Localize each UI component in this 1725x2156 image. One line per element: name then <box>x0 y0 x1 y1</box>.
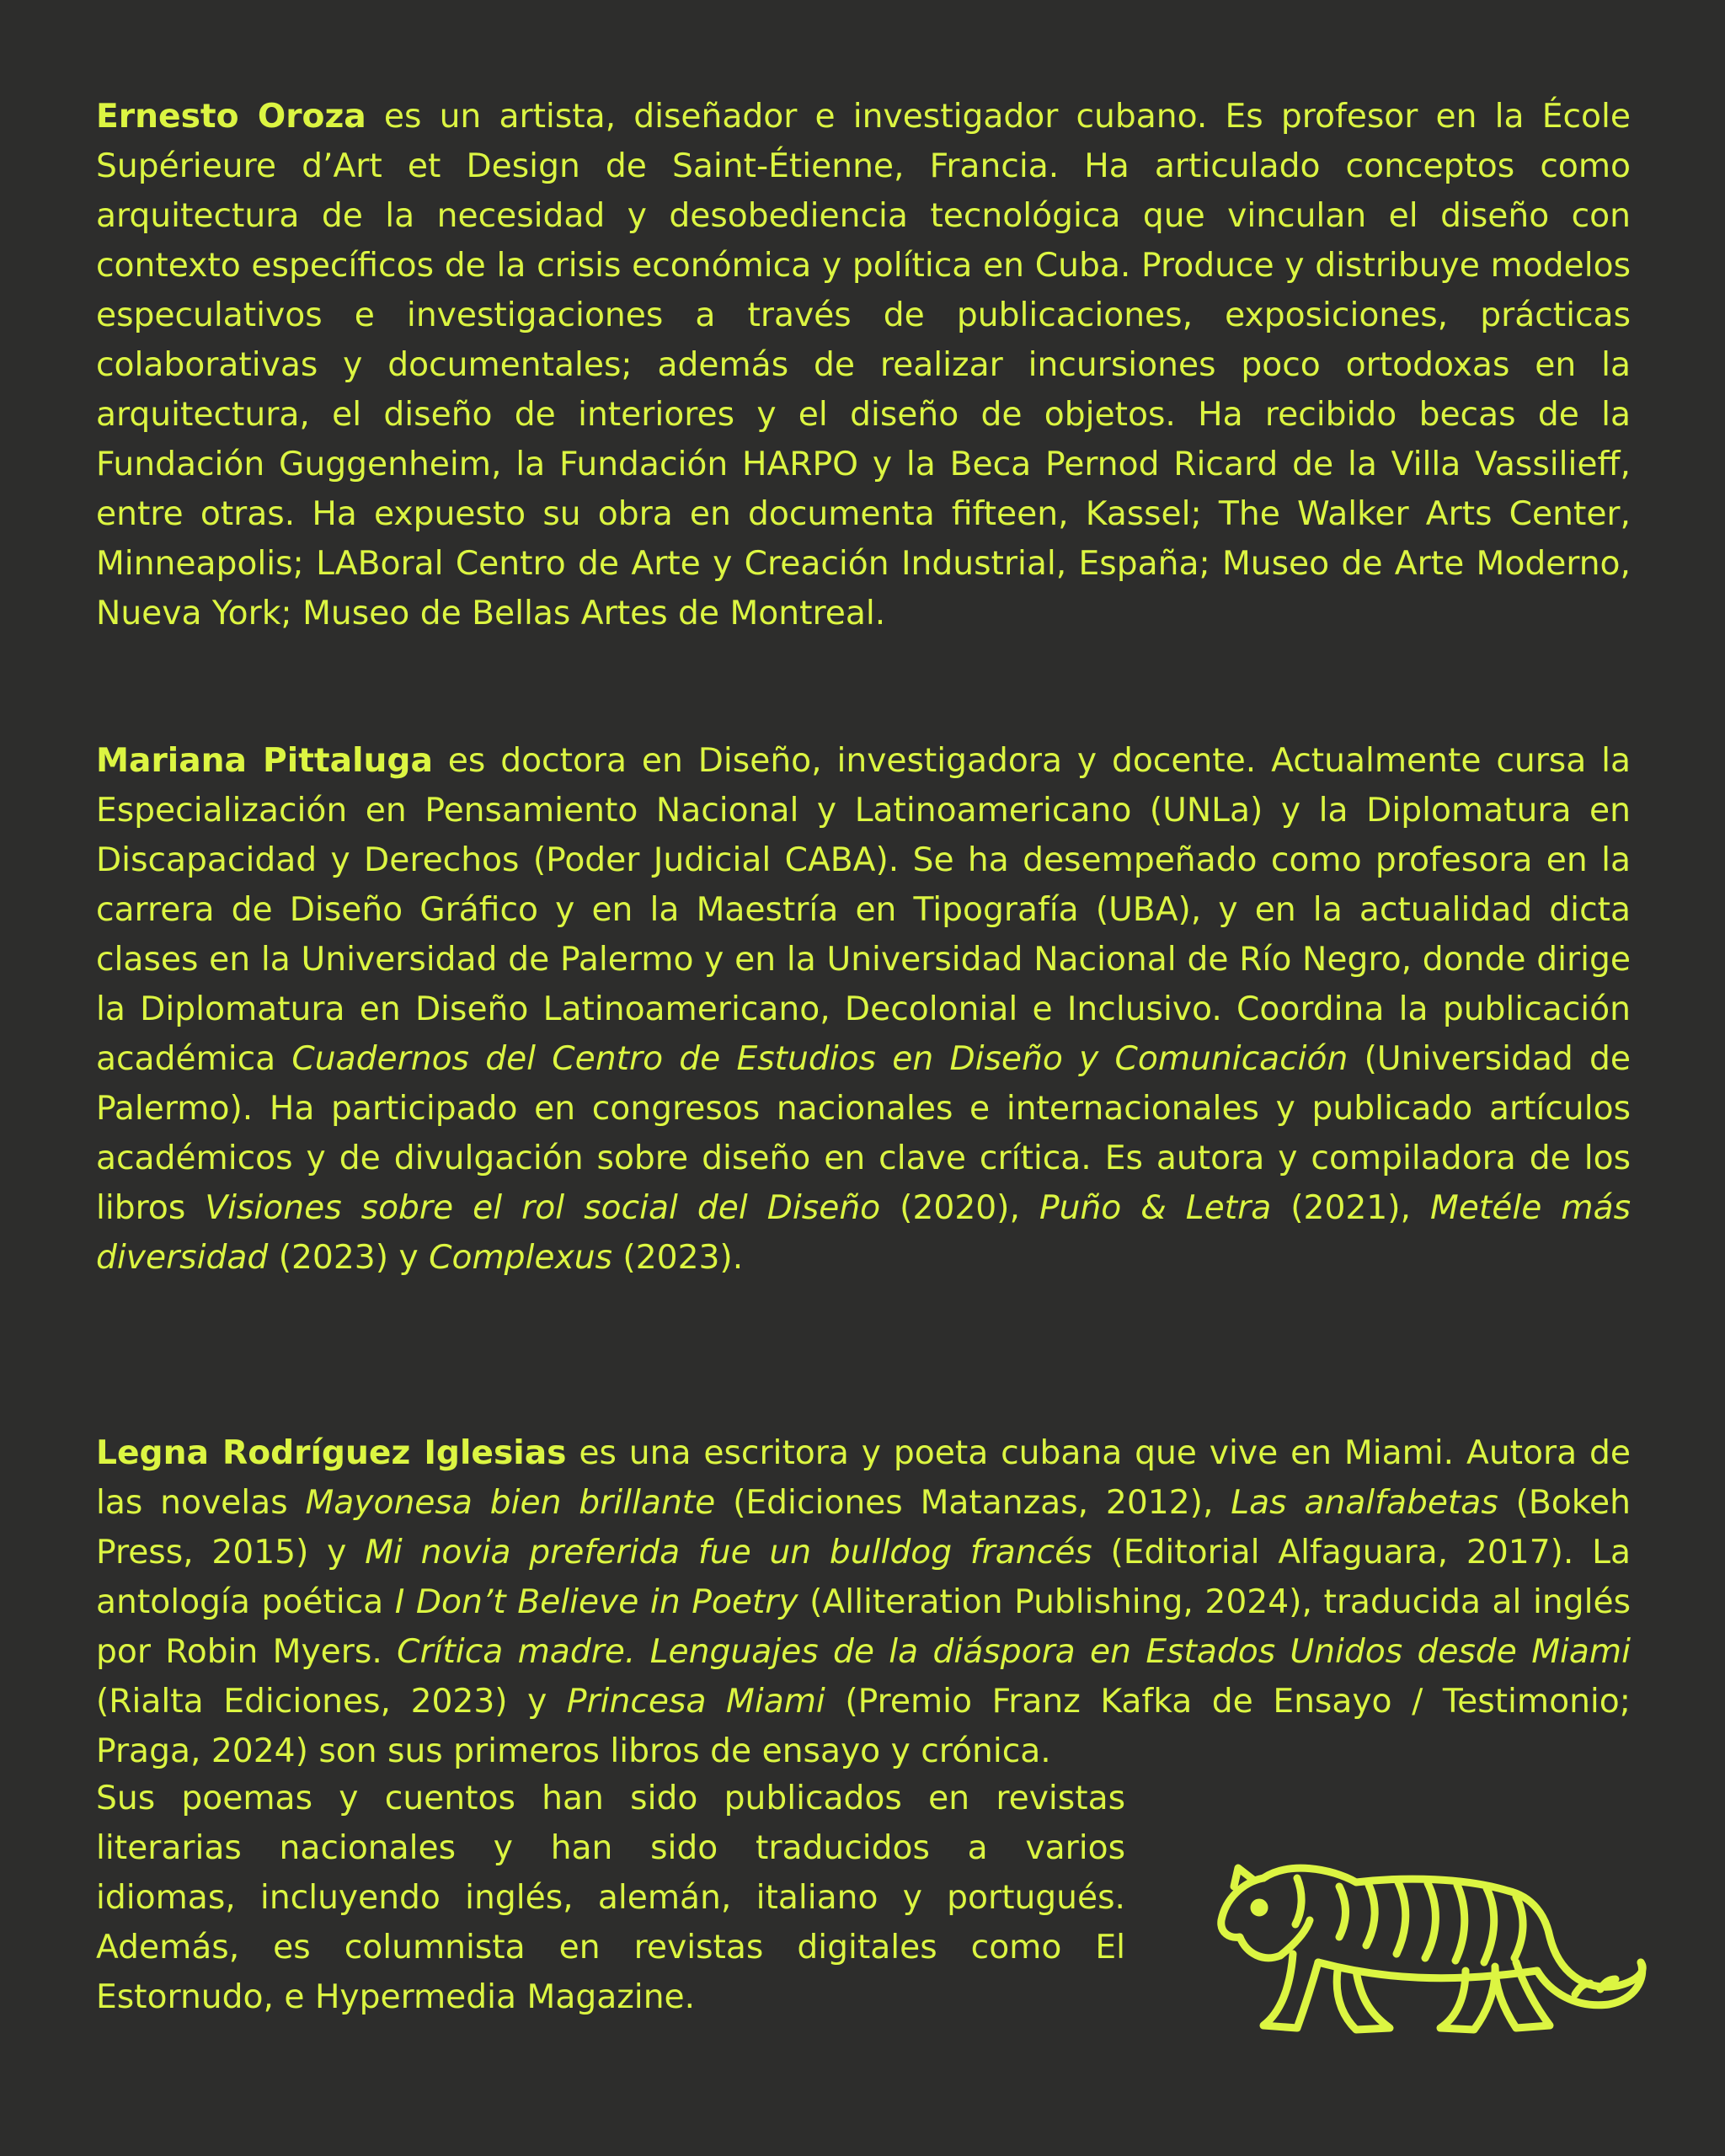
bio-text: (Rialta Ediciones, 2023) y <box>96 1683 567 1721</box>
bio-text-line: idiomas, incluyendo inglés, alemán, italiano y portugués. <box>96 1879 1125 1917</box>
bio-name: Ernesto Oroza <box>96 98 366 136</box>
bio-text: (2021), <box>1271 1189 1430 1227</box>
bio-text: (Premio Franz Kafka de Ensayo / Testimonio; Praga, 2024) son sus primeros libros de ensayo y crónica. <box>96 1683 1631 1770</box>
bio-text: (2023) y <box>268 1239 430 1277</box>
bio-legna-continuation <box>96 1774 1125 2022</box>
bio-text: (Editorial Alfaguara, 2017). La antología poética <box>96 1534 1631 1621</box>
bio-mariana-pittaluga <box>96 736 1631 1283</box>
book-title: Cuadernos del Centro de Estudios en Diseño y Comunicación <box>291 1040 1348 1078</box>
bio-text: (2020), <box>880 1189 1039 1227</box>
tiger-illustration <box>1213 1844 1651 2047</box>
book-title: I Don’t Believe in Poetry <box>394 1583 798 1621</box>
book-title: Mi novia preferida fue un bulldog francés <box>365 1534 1092 1572</box>
bio-text: (Bokeh Press, 2015) y <box>96 1484 1631 1572</box>
bio-name: Legna Rodríguez Iglesias <box>96 1434 567 1472</box>
bio-ernesto-oroza <box>96 92 1631 638</box>
book-title: Princesa Miami <box>566 1683 825 1721</box>
bio-text: (Ediciones Matanzas, 2012), <box>715 1484 1231 1522</box>
book-title: Puño & Letra <box>1039 1189 1272 1227</box>
bio-text: (2023). <box>611 1239 744 1277</box>
book-title: Las analfabetas <box>1231 1484 1498 1522</box>
bio-text: (Alliteration Publishing, 2024), traducida al inglés por Robin Myers. <box>96 1583 1631 1671</box>
book-title: Visiones sobre el rol social del Diseño <box>205 1189 881 1227</box>
bio-text: es una escritora y poeta cubana que vive en Miami. Autora de las novelas <box>96 1434 1631 1522</box>
bio-text-line: Además, es columnista en revistas digitales como El <box>96 1929 1125 1967</box>
bio-legna-rodriguez <box>96 1428 1631 1776</box>
book-title: Mayonesa bien brillante <box>305 1484 716 1522</box>
bio-text-line: Estornudo, e Hypermedia Magazine. <box>96 1978 696 2016</box>
bio-text-line: Sus poemas y cuentos han sido publicados en revistas <box>96 1780 1125 1817</box>
bio-text-line: literarias nacionales y han sido traducidos a varios <box>96 1829 1125 1867</box>
bio-text: es doctora en Diseño, investigadora y docente. Actualmente cursa la Especialización en Pensamiento Nacional y Latinoamericano (UNLa) y la Diplomatura en Discapacidad y Derechos (Poder Judicial CABA). Se ha desempeñado como profesora en la carrera de Diseño Gráfico y en la Maestría en Tipografía (UBA), y en la actualidad dicta clases en la Universidad de Palermo y en la Universidad Nacional de Río Negro, donde dirige la Diplomatura en Diseño Latinoamericano, Decolonial e Inclusivo. Coordina la publicación académica <box>96 742 1632 1078</box>
bio-name: Mariana Pittaluga <box>96 742 433 780</box>
book-title: Crítica madre. Lenguajes de la diáspora en Estados Unidos desde Miami <box>397 1633 1631 1671</box>
book-title: Complexus <box>429 1239 612 1277</box>
bio-text: es un artista, diseñador e investigador cubano. Es profesor en la École Supérieure d’Art et Design de Saint-Étienne, Francia. Ha articulado conceptos como arquitectura de la necesidad y desobediencia tecnológica que vinculan el diseño con contexto específicos de la crisis económica y política en Cuba. Produce y distribuye modelos especulativos e investigaciones a través de publicaciones, exposiciones, prácticas colaborativas y documentales; además de realizar incursiones poco ortodoxas en la arquitectura, el diseño de interiores y el diseño de objetos. Ha recibido becas de la Fundación Guggenheim, la Fundación HARPO y la Beca Pernod Ricard de la Villa Vassilieff, entre otras. Ha expuesto su obra en documenta fifteen, Kassel; The Walker Arts Center, Minneapolis; LABoral Centro de Arte y Creación Industrial, España; Museo de Arte Moderno, Nueva York; Museo de Bellas Artes de Montreal. <box>96 98 1631 632</box>
bio-text: (Universidad de Palermo). Ha participado en congresos nacionales e internacionales y publicado artículos académicos y de divulgación sobre diseño en clave crítica. Es autora y compiladora de los libros <box>96 1040 1631 1227</box>
book-title: Metéle más diversidad <box>96 1189 1632 1277</box>
